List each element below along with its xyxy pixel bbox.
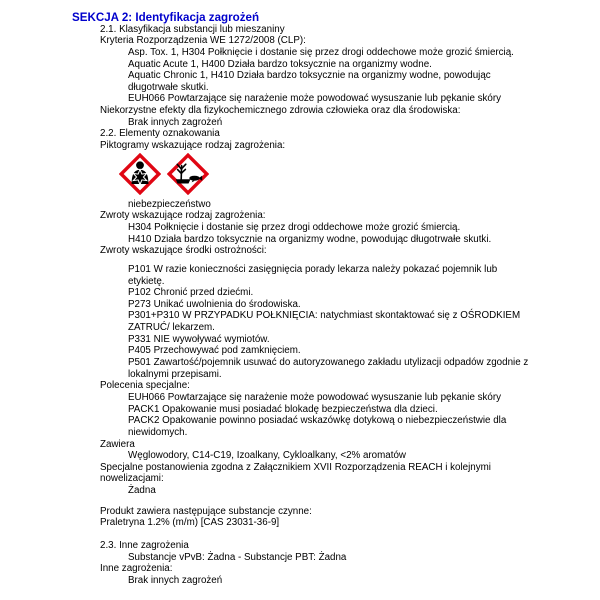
doc-line: Produkt zawiera następujące substancje czynne: [100, 505, 312, 517]
doc-line: niebezpieczeństwo [128, 198, 211, 210]
doc-line: 2.1. Klasyfikacja substancji lub mieszaniny [100, 23, 285, 35]
doc-line: Aquatic Chronic 1, H410 Działa bardzo toksycznie na organizmy wodne, powodując [128, 70, 491, 82]
doc-line: P405 Przechowywać pod zamknięciem. [128, 345, 301, 357]
ghs08-health-hazard-icon [119, 153, 161, 195]
doc-line: długotrwałe skutki. [128, 81, 209, 93]
document-body [72, 12, 600, 587]
doc-line: H304 Połknięcie i dostanie się przez drogi oddechowe może grozić śmiercią. [128, 221, 461, 233]
doc-line: PACK1 Opakowanie musi posiadać blokadę bezpieczeństwa dla dzieci. [128, 403, 438, 415]
doc-line: EUH066 Powtarzające się narażenie może powodować wysuszanie lub pękanie skóry [128, 93, 502, 105]
doc-line: nowelizacjami: [100, 473, 164, 485]
doc-line: Kryteria Rozporządzenia WE 1272/2008 (CLP): [100, 35, 306, 47]
ghs09-environment-icon [167, 153, 209, 195]
doc-line: Polecenia specjalne: [100, 380, 190, 392]
doc-line: Piktogramy wskazujące rodzaj zagrożenia: [100, 140, 286, 152]
doc-line: Zwroty wskazujące środki ostrożności: [100, 245, 267, 257]
doc-line: 2.2. Elementy oznakowania [100, 128, 220, 140]
doc-line: P102 Chronić przed dziećmi. [128, 287, 254, 299]
doc-line: Brak innych zagrożeń [128, 116, 223, 128]
doc-line: lokalnymi przepisami. [128, 368, 222, 380]
ghs-pictogram-row [119, 153, 600, 195]
doc-line: P301+P310 W PRZYPADKU POŁKNIĘCIA: natychmiast skontaktować się z OŚRODKIEM [128, 310, 521, 322]
doc-line: Specjalne postanowienia zgodna z Załącznikiem XVII Rozporządzenia REACH i kolejnymi [100, 461, 491, 473]
doc-line: Żadna [128, 485, 156, 497]
doc-line: niewidomych. [128, 426, 188, 438]
doc-line: P273 Unikać uwolnienia do środowiska. [128, 298, 301, 310]
doc-line: Zwroty wskazujące rodzaj zagrożenia: [100, 210, 266, 222]
doc-line: Zawiera [100, 438, 135, 450]
doc-line: H410 Działa bardzo toksycznie na organizmy wodne, powodując długotrwałe skutki. [128, 233, 492, 245]
doc-line: etykietę. [128, 275, 165, 287]
doc-line: EUH066 Powtarzające się narażenie może powodować wysuszanie lub pękanie skóry [128, 391, 502, 403]
doc-line: 2.3. Inne zagrożenia [100, 539, 189, 551]
doc-line: Węglowodory, C14-C19, Izoalkany, Cykloalkany, <2% aromatów [128, 450, 406, 462]
doc-line: ZATRUĆ/ lekarzem. [128, 322, 215, 334]
doc-line: P331 NIE wywoływać wymiotów. [128, 333, 270, 345]
doc-line: Substancje vPvB: Żadna - Substancje PBT: Żadna [128, 551, 347, 563]
doc-line: Brak innych zagrożeń [128, 574, 223, 586]
doc-line: Praletryna 1.2% (m/m) [CAS 23031-36-9] [100, 517, 280, 529]
doc-line: P101 W razie konieczności zasięgnięcia porady lekarza należy pokazać pojemnik lub [128, 263, 498, 275]
doc-line: Niekorzystne efekty dla fizykochemicznego zdrowia człowieka oraz dla środowiska: [100, 105, 461, 117]
doc-line: Aquatic Acute 1, H400 Działa bardzo toksycznie na organizmy wodne. [128, 58, 432, 70]
doc-line: P501 Zawartość/pojemnik usuwać do autoryzowanego zakładu utylizacji odpadów zgodnie z [128, 357, 529, 369]
doc-line: PACK2 Opakowanie powinno posiadać wskazówkę dotykową o niebezpieczeństwie dla [128, 415, 507, 427]
section-title: SEKCJA 2: Identyfikacja zagrożeń [72, 11, 260, 24]
doc-line: Asp. Tox. 1, H304 Połknięcie i dostanie się przez drogi oddechowe może grozić śmiercią. [128, 46, 514, 58]
doc-line: Inne zagrożenia: [100, 563, 173, 575]
